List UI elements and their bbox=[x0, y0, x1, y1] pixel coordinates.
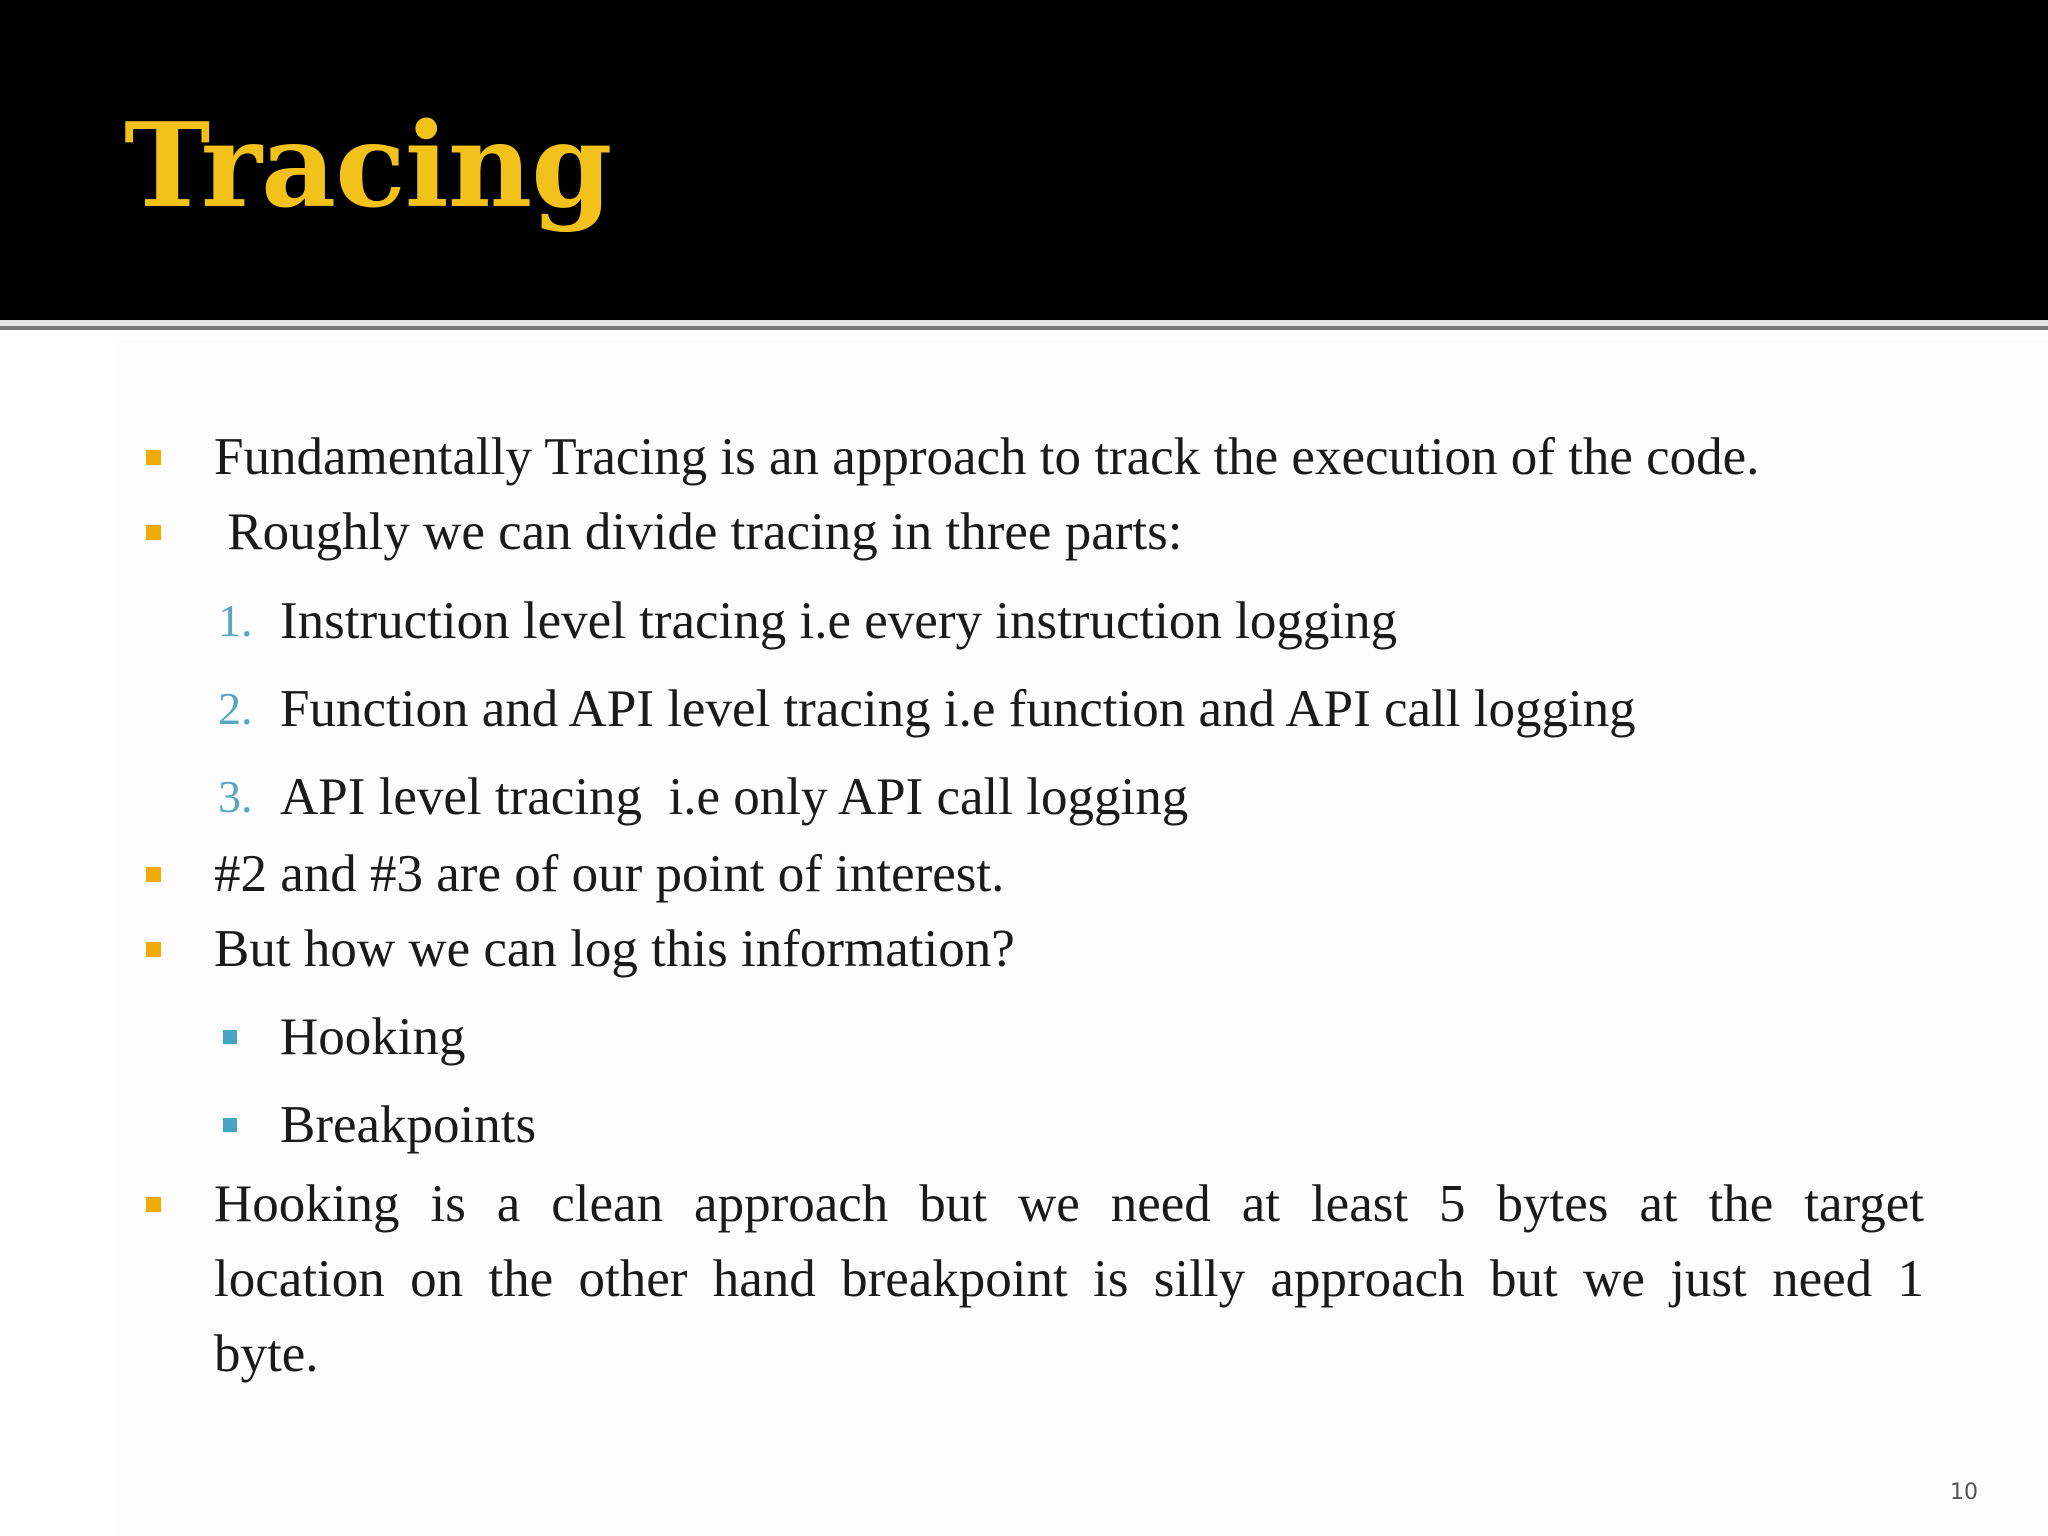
list-number: 3. bbox=[218, 771, 253, 822]
sub-bullet-square-icon bbox=[223, 1118, 237, 1132]
bullet-text: But how we can log this information? bbox=[214, 920, 1015, 978]
sub-bullet-text: Breakpoints bbox=[280, 1096, 537, 1154]
page-number: 10 bbox=[1950, 1480, 1978, 1505]
list-number: 1. bbox=[218, 595, 253, 646]
numbered-text: Function and API level tracing i.e function and API call logging bbox=[280, 680, 1636, 738]
numbered-text: API level tracing i.e only API call logging bbox=[280, 768, 1189, 826]
sub-bullet-square-icon bbox=[223, 1030, 237, 1044]
bullet-square-icon bbox=[146, 525, 161, 540]
bullet-square-icon bbox=[146, 1197, 161, 1212]
numbered-text: Instruction level tracing i.e every instruction logging bbox=[280, 592, 1398, 650]
bullet-square-icon bbox=[146, 867, 161, 882]
bullet-paragraph: Hooking is a clean approach but we need at least 5 bytes at the target location on the other hand breakpoint is silly approach but we just need 1 byte. bbox=[214, 1175, 1924, 1383]
slide-title: Tracing bbox=[124, 98, 612, 234]
bullet-square-icon bbox=[146, 942, 161, 957]
sub-bullet-text: Hooking bbox=[280, 1008, 466, 1066]
bullet-text: Roughly we can divide tracing in three parts: bbox=[214, 503, 1183, 561]
bullet-text: #2 and #3 are of our point of interest. bbox=[214, 845, 1005, 903]
bullet-text: Fundamentally Tracing is an approach to track the execution of the code. bbox=[214, 428, 1760, 486]
bullet-square-icon bbox=[146, 450, 161, 465]
list-number: 2. bbox=[218, 683, 253, 734]
